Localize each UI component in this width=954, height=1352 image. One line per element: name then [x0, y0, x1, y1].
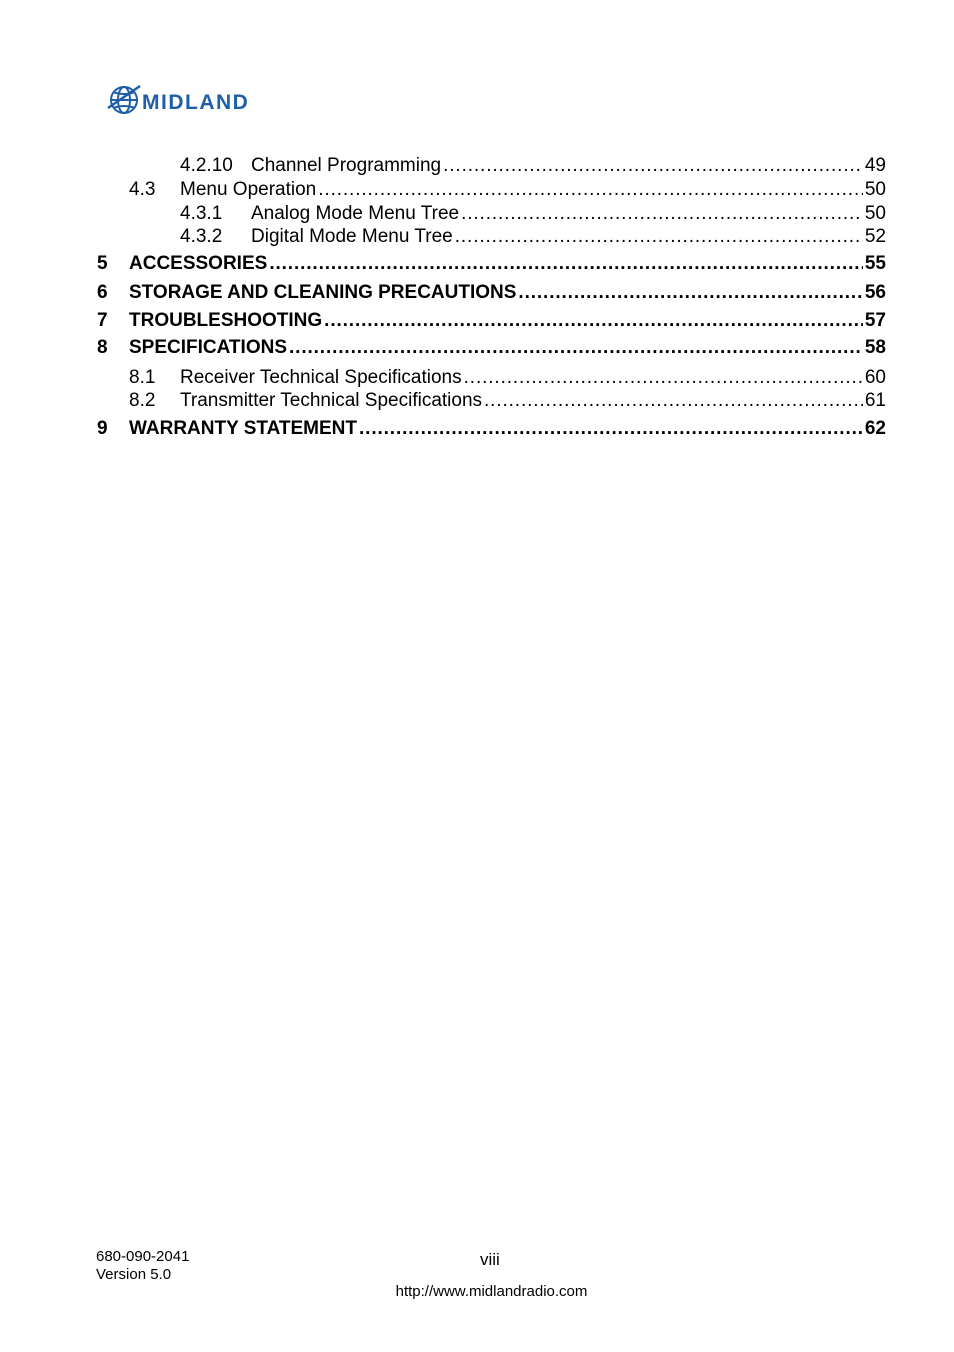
toc-leader-dots: [484, 389, 863, 413]
page-number: viii: [480, 1250, 500, 1269]
toc-entry-page: 52: [864, 226, 886, 247]
toc-entry-number: 4.2.10: [180, 155, 233, 176]
toc-leader-dots: [464, 366, 863, 390]
toc-entry[interactable]: [0, 309, 954, 333]
toc-entry-page: 57: [864, 310, 886, 331]
footer-url[interactable]: http://www.midlandradio.com: [395, 1283, 588, 1300]
toc-entry-number: 8.1: [129, 367, 156, 388]
toc-entry-title: Transmitter Technical Specifications: [180, 390, 483, 411]
toc-leader-dots: [461, 202, 863, 226]
toc-entry[interactable]: [0, 225, 954, 249]
toc-leader-dots: [318, 178, 863, 202]
toc-entry-page: 49: [864, 155, 886, 176]
toc-entry-page: 56: [864, 282, 886, 303]
toc-entry-page: 58: [864, 337, 886, 358]
toc-entry[interactable]: [0, 178, 954, 202]
toc-leader-dots: [359, 417, 863, 441]
toc-entry-title: Channel Programming: [251, 155, 442, 176]
footer-doc-info: [96, 1248, 189, 1284]
toc-entry-number: 4.3: [129, 179, 156, 200]
toc-entry-page: 60: [864, 367, 886, 388]
toc-entry-page: 50: [864, 203, 886, 224]
toc-entry-title: TROUBLESHOOTING: [129, 310, 323, 331]
toc-entry-page: 61: [864, 390, 886, 411]
toc-entry-number: 9: [97, 418, 108, 439]
globe-icon: [108, 86, 140, 113]
toc-entry[interactable]: [0, 202, 954, 226]
toc-leader-dots: [289, 336, 863, 360]
toc-leader-dots: [324, 309, 863, 333]
logo-wordmark: MIDLAND: [142, 91, 250, 114]
toc-entry-number: 8.2: [129, 390, 156, 411]
toc-entry-number: 6: [97, 282, 108, 303]
toc-entry-number: 4.3.1: [180, 203, 223, 224]
toc-entry-title: Digital Mode Menu Tree: [251, 226, 453, 247]
doc-number: 680-090-2041: [96, 1248, 190, 1265]
toc-entry-number: 5: [97, 253, 108, 274]
toc-entry[interactable]: [0, 281, 954, 305]
toc-entry[interactable]: [0, 417, 954, 441]
toc-entry-title: STORAGE AND CLEANING PRECAUTIONS: [129, 282, 517, 303]
toc-entry-title: Analog Mode Menu Tree: [251, 203, 460, 224]
toc-leader-dots: [518, 281, 862, 305]
toc-entry-number: 4.3.2: [180, 226, 223, 247]
midland-logo: [106, 78, 306, 122]
toc-leader-dots: [455, 225, 863, 249]
toc-entry[interactable]: [0, 154, 954, 178]
toc-entry-number: 7: [97, 310, 108, 331]
toc-leader-dots: [443, 154, 863, 178]
toc-entry[interactable]: [0, 252, 954, 276]
toc-entry-page: 55: [864, 253, 886, 274]
toc-entry-title: SPECIFICATIONS: [129, 337, 287, 358]
toc-entry[interactable]: [0, 366, 954, 390]
toc-entry-page: 62: [864, 418, 886, 439]
toc-entry-page: 50: [864, 179, 886, 200]
toc-entry-title: Receiver Technical Specifications: [180, 367, 462, 388]
toc-entry-title: ACCESSORIES: [129, 253, 268, 274]
toc-entry[interactable]: [0, 336, 954, 360]
toc-entry-title: Menu Operation: [180, 179, 317, 200]
toc-entry-number: 8: [97, 337, 108, 358]
doc-version: Version 5.0: [96, 1266, 172, 1283]
toc-entry[interactable]: [0, 389, 954, 413]
toc-leader-dots: [269, 252, 863, 276]
toc-entry-title: WARRANTY STATEMENT: [129, 418, 357, 439]
